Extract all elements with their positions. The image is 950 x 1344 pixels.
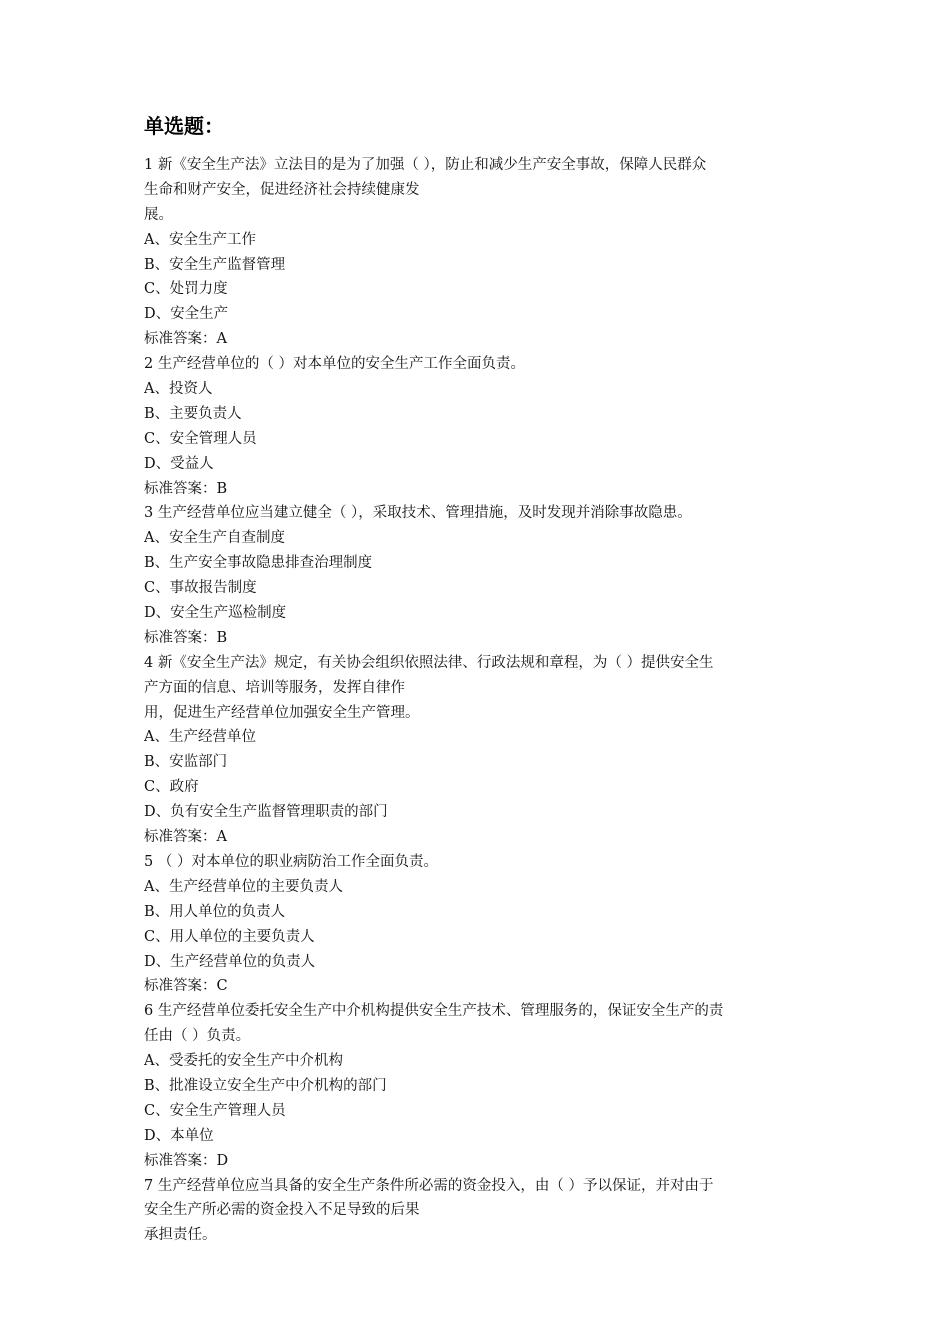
option-b: B、安全生产监督管理 xyxy=(144,256,286,273)
option-c: C、政府 xyxy=(144,779,199,796)
question-text: 生命和财产安全，促进经济社会持续健康发 xyxy=(144,181,420,198)
option-d: D、生产经营单位的负责人 xyxy=(144,953,316,970)
question-4 xyxy=(144,651,824,850)
option-c: C、处罚力度 xyxy=(144,281,228,298)
option-a: A、生产经营单位的主要负责人 xyxy=(144,878,343,895)
question-text: 5 （ ）对本单位的职业病防治工作全面负责。 xyxy=(144,853,438,870)
option-c: C、安全生产管理人员 xyxy=(144,1102,286,1119)
option-d: D、安全生产巡检制度 xyxy=(144,605,287,622)
option-c: C、安全管理人员 xyxy=(144,430,257,447)
option-b: B、批准设立安全生产中介机构的部门 xyxy=(144,1077,387,1094)
question-text: 6 生产经营单位委托安全生产中介机构提供安全生产技术、管理服务的，保证安全生产的责 xyxy=(144,1003,724,1020)
question-5 xyxy=(144,850,824,999)
option-b: B、用人单位的负责人 xyxy=(144,903,286,920)
option-b: B、主要负责人 xyxy=(144,405,242,422)
question-text: 1 新《安全生产法》立法目的是为了加强（ ），防止和减少生产安全事故，保障人民群众 xyxy=(144,157,707,173)
option-a: A、受委托的安全生产中介机构 xyxy=(144,1053,343,1070)
option-d: D、本单位 xyxy=(144,1127,214,1144)
question-list xyxy=(144,153,824,1248)
option-c: C、事故报告制度 xyxy=(144,580,257,597)
option-a: A、安全生产自查制度 xyxy=(144,530,285,547)
question-3 xyxy=(144,501,824,650)
option-a: A、安全生产工作 xyxy=(144,231,256,248)
question-6 xyxy=(144,999,824,1173)
standard-answer: 标准答案：B xyxy=(144,480,228,497)
question-1 xyxy=(144,153,824,352)
option-d: D、负有安全生产监督管理职责的部门 xyxy=(144,804,388,821)
question-7 xyxy=(144,1174,824,1249)
question-2 xyxy=(144,352,824,501)
section-heading: 单选题： xyxy=(144,114,224,138)
standard-answer: 标准答案：D xyxy=(144,1152,229,1169)
standard-answer: 标准答案：A xyxy=(144,331,227,348)
standard-answer: 标准答案：A xyxy=(144,829,227,846)
question-text: 承担责任。 xyxy=(144,1227,217,1244)
option-b: B、安监部门 xyxy=(144,754,228,771)
standard-answer: 标准答案：C xyxy=(144,978,228,995)
option-d: D、安全生产 xyxy=(144,306,229,323)
question-text: 安全生产所必需的资金投入不足导致的后果 xyxy=(144,1202,420,1219)
question-text: 展。 xyxy=(144,206,173,223)
question-text: 4 新《安全生产法》规定，有关协会组织依照法律、行政法规和章程，为（ ）提供安全生 xyxy=(144,654,714,671)
option-b: B、生产安全事故隐患排查治理制度 xyxy=(144,555,373,572)
question-text: 用，促进生产经营单位加强安全生产管理。 xyxy=(144,704,420,721)
option-a: A、投资人 xyxy=(144,381,213,398)
question-text: 任由（ ）负责。 xyxy=(144,1028,251,1045)
question-text: 2 生产经营单位的（ ）对本单位的安全生产工作全面负责。 xyxy=(144,356,525,373)
question-text: 3 生产经营单位应当建立健全（ ），采取技术、管理措施，及时发现并消除事故隐患。 xyxy=(144,505,692,522)
question-text: 产方面的信息、培训等服务，发挥自律作 xyxy=(144,679,405,696)
option-c: C、用人单位的主要负责人 xyxy=(144,928,315,945)
question-text: 7 生产经营单位应当具备的安全生产条件所必需的资金投入，由（ ）予以保证，并对由于 xyxy=(144,1177,714,1194)
standard-answer: 标准答案：B xyxy=(144,629,228,646)
option-d: D、受益人 xyxy=(144,455,214,472)
option-a: A、生产经营单位 xyxy=(144,729,256,746)
